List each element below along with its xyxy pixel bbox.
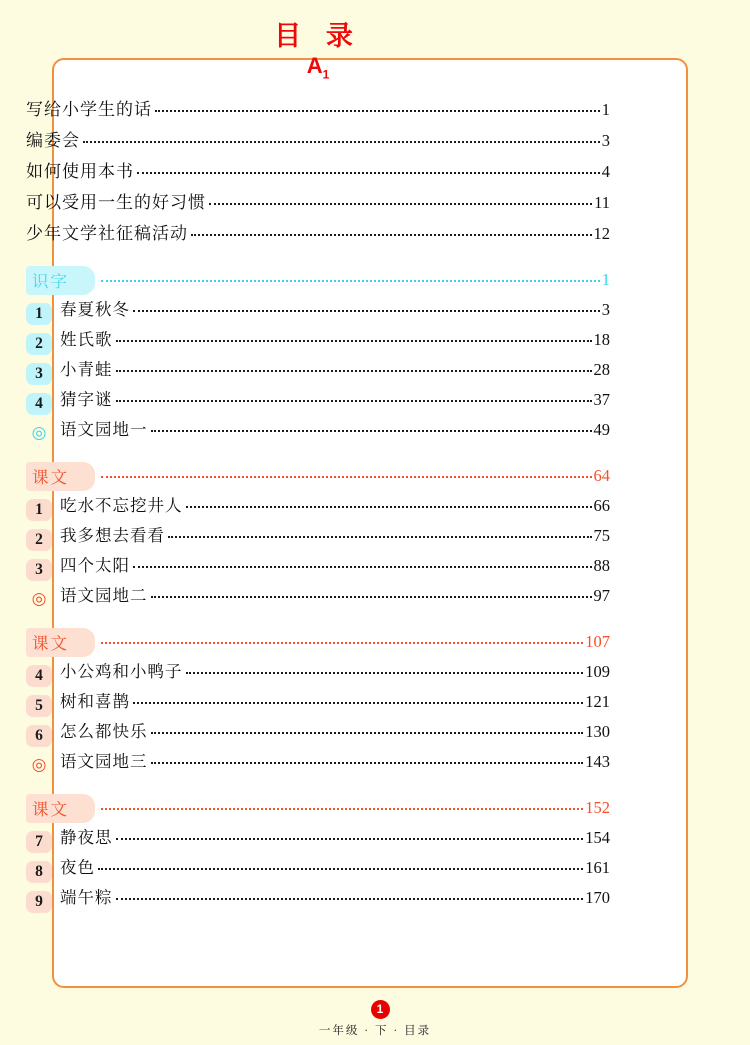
toc-label: 可以受用一生的好习惯: [26, 193, 206, 213]
item-label: 我多想去看看: [60, 526, 165, 546]
title-sub-number: 1: [322, 67, 330, 82]
section-name-badge: 课文: [26, 462, 95, 491]
dot-leader: [101, 476, 592, 478]
item-label: 四个太阳: [60, 556, 130, 576]
front-matter-row[interactable]: [26, 95, 610, 126]
toc-item-row[interactable]: [26, 854, 610, 884]
toc-page-number: 121: [585, 692, 610, 712]
item-label: 语文园地一: [60, 420, 148, 440]
toc-item-row[interactable]: [26, 386, 610, 416]
item-label: 夜色: [60, 858, 95, 878]
toc-page-number: 109: [585, 662, 610, 682]
item-label: 静夜思: [60, 828, 113, 848]
section-name-badge: 课文: [26, 794, 95, 823]
item-number-badge: 3: [26, 559, 52, 581]
item-label: 语文园地二: [60, 586, 148, 606]
toc-item-row[interactable]: [26, 552, 610, 582]
toc-section: [26, 460, 610, 612]
toc-page-number: 3: [601, 300, 610, 320]
dot-leader: [137, 172, 600, 174]
section-header[interactable]: [26, 792, 610, 822]
item-label: 树和喜鹊: [60, 692, 130, 712]
dot-leader: [98, 868, 583, 870]
item-number-badge: 9: [26, 891, 52, 913]
dot-leader: [151, 596, 592, 598]
section-header[interactable]: [26, 626, 610, 656]
dot-leader: [101, 280, 600, 282]
toc-section: [26, 792, 610, 914]
toc-page-number: 28: [593, 360, 610, 380]
section-page-number: 1: [601, 270, 610, 290]
toc-page-number: 154: [585, 828, 610, 848]
toc-page-number: 130: [585, 722, 610, 742]
toc-item-row[interactable]: [26, 824, 610, 854]
dot-leader: [209, 203, 592, 205]
dot-leader: [83, 141, 600, 143]
front-matter-list: [26, 95, 610, 250]
toc-item-row[interactable]: [26, 748, 610, 778]
section-page-number: 64: [593, 466, 610, 486]
toc-item-row[interactable]: [26, 296, 610, 326]
dot-leader: [151, 762, 584, 764]
dot-leader: [116, 838, 584, 840]
front-matter-row[interactable]: [26, 219, 610, 250]
item-label: 语文园地三: [60, 752, 148, 772]
toc-item-row[interactable]: [26, 582, 610, 612]
section-name-badge: 课文: [26, 628, 95, 657]
section-page-number: 107: [585, 632, 610, 652]
dot-leader: [151, 430, 592, 432]
dot-leader: [186, 672, 584, 674]
toc-item-row[interactable]: [26, 326, 610, 356]
toc-section: [26, 264, 610, 446]
toc-page-number: 88: [593, 556, 610, 576]
item-number-badge: 3: [26, 363, 52, 385]
item-marker-icon: ◎: [31, 589, 47, 609]
item-number-badge: 7: [26, 831, 52, 853]
dot-leader: [168, 536, 592, 538]
dot-leader: [191, 234, 592, 236]
title-sub-letter: A: [306, 52, 323, 78]
page-footer: [0, 1000, 750, 1038]
toc-page-number: 18: [593, 330, 610, 350]
item-number-badge: 1: [26, 499, 52, 521]
toc-label: 少年文学社征稿活动: [26, 224, 188, 244]
section-page-number: 152: [585, 798, 610, 818]
toc-page-number: 3: [601, 131, 610, 151]
dot-leader: [116, 340, 592, 342]
item-label: 吃水不忘挖井人: [60, 496, 183, 516]
toc-item-row[interactable]: [26, 492, 610, 522]
dot-leader: [151, 732, 584, 734]
page-title: [26, 0, 610, 81]
toc-page-number: 97: [593, 586, 610, 606]
title-subtitle: [26, 54, 610, 82]
item-number-badge: 2: [26, 333, 52, 355]
toc-section: [26, 626, 610, 778]
front-matter-row[interactable]: [26, 157, 610, 188]
dot-leader: [116, 370, 592, 372]
toc-item-row[interactable]: [26, 658, 610, 688]
toc-page-number: 12: [593, 224, 610, 244]
footer-page-number: 1: [371, 1000, 390, 1019]
section-header[interactable]: [26, 460, 610, 490]
item-marker-icon: ◎: [31, 755, 47, 775]
toc-item-row[interactable]: [26, 884, 610, 914]
toc-label: 如何使用本书: [26, 162, 134, 182]
item-number-badge: 4: [26, 393, 52, 415]
item-number-badge: 5: [26, 695, 52, 717]
toc-item-row[interactable]: [26, 356, 610, 386]
item-number-badge: 4: [26, 665, 52, 687]
section-name-badge: 识字: [26, 266, 95, 295]
item-label: 猜字谜: [60, 390, 113, 410]
toc-page-number: 1: [601, 100, 610, 120]
toc-page-number: 170: [585, 888, 610, 908]
footer-caption: 一年级 · 下 · 目录: [318, 1025, 432, 1037]
toc-page-number: 75: [593, 526, 610, 546]
item-label: 怎么都快乐: [60, 722, 148, 742]
toc-page-number: 49: [593, 420, 610, 440]
item-label: 端午粽: [60, 888, 113, 908]
toc-page-number: 37: [593, 390, 610, 410]
item-number-badge: 8: [26, 861, 52, 883]
front-matter-row[interactable]: [26, 188, 610, 219]
dot-leader: [101, 642, 583, 644]
item-label: 姓氏歌: [60, 330, 113, 350]
title-main: 目 录: [274, 21, 362, 51]
item-label: 小公鸡和小鸭子: [60, 662, 183, 682]
toc-item-row[interactable]: [26, 416, 610, 446]
dot-leader: [133, 566, 592, 568]
item-number-badge: 6: [26, 725, 52, 747]
item-label: 春夏秋冬: [60, 300, 130, 320]
toc-label: 编委会: [26, 131, 80, 151]
toc-page-number: 143: [585, 752, 610, 772]
toc-page-number: 11: [594, 193, 610, 213]
item-label: 小青蛙: [60, 360, 113, 380]
dot-leader: [155, 110, 600, 112]
sections-list: [26, 264, 610, 914]
dot-leader: [116, 400, 592, 402]
toc-item-row[interactable]: [26, 688, 610, 718]
toc-page-number: 4: [601, 162, 610, 182]
toc-item-row[interactable]: [26, 522, 610, 552]
dot-leader: [133, 310, 600, 312]
dot-leader: [186, 506, 592, 508]
dot-leader: [133, 702, 583, 704]
front-matter-row[interactable]: [26, 126, 610, 157]
dot-leader: [101, 808, 583, 810]
item-number-badge: 2: [26, 529, 52, 551]
toc-page-number: 161: [585, 858, 610, 878]
toc-item-row[interactable]: [26, 718, 610, 748]
section-header[interactable]: [26, 264, 610, 294]
item-number-badge: 1: [26, 303, 52, 325]
dot-leader: [116, 898, 584, 900]
toc-label: 写给小学生的话: [26, 100, 152, 120]
item-marker-icon: ◎: [31, 423, 47, 443]
toc-page-number: 66: [593, 496, 610, 516]
